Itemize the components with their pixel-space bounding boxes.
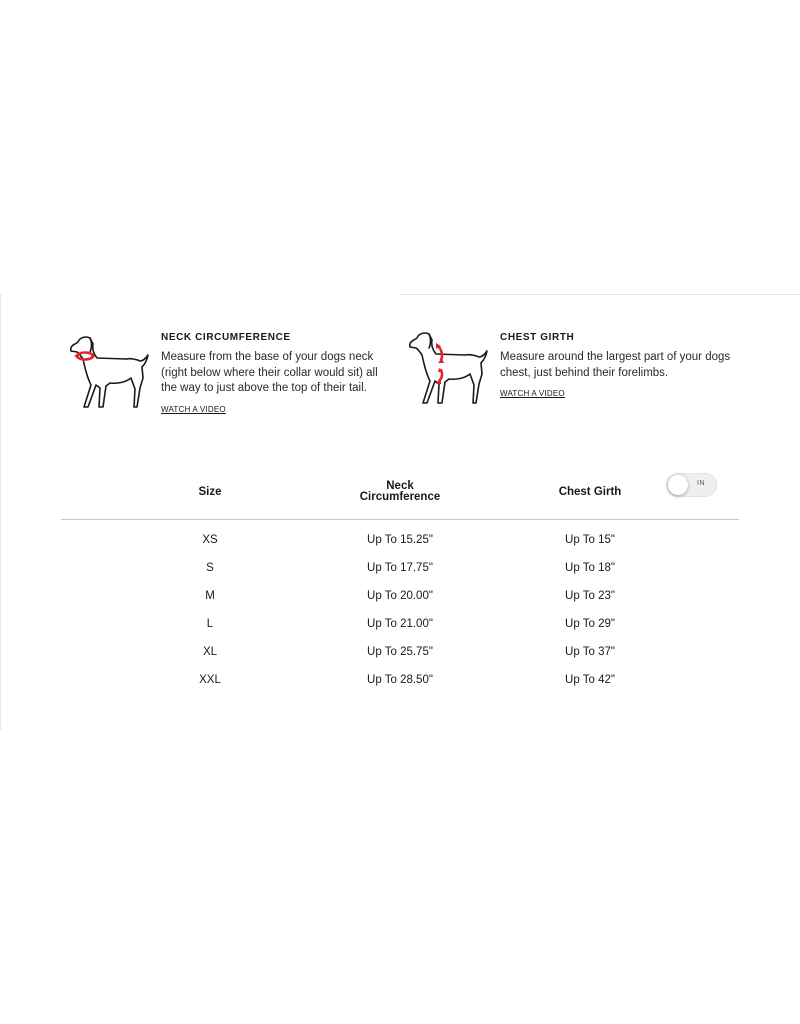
dog-neck-measure-icon bbox=[66, 330, 150, 410]
neck-measure-block bbox=[66, 330, 396, 420]
table-row bbox=[61, 583, 739, 611]
header-neck-line1: Neck bbox=[386, 480, 414, 492]
cell-neck: Up To 25.75" bbox=[367, 646, 433, 658]
cell-chest: Up To 29" bbox=[565, 618, 615, 630]
neck-circumference-description: Measure from the base of your dogs neck (right below where their collar would sit) all the way to just above the top of their tail. bbox=[161, 351, 378, 395]
header-chest-girth: Chest Girth bbox=[558, 486, 622, 498]
toggle-knob bbox=[668, 475, 688, 495]
table-row bbox=[61, 639, 739, 667]
table-body bbox=[61, 520, 739, 695]
header-neck-line2: Circumference bbox=[359, 491, 441, 503]
table-header bbox=[61, 470, 739, 520]
chest-girth-description: Measure around the largest part of your dogs chest, just behind their forelimbs. bbox=[500, 351, 731, 379]
cell-chest: Up To 15" bbox=[565, 534, 615, 546]
cell-size: XXL bbox=[199, 674, 221, 686]
table-row bbox=[61, 555, 739, 583]
neck-watch-video-link[interactable]: WATCH A VIDEO bbox=[161, 405, 226, 414]
cell-neck: Up To 20.00" bbox=[367, 590, 433, 602]
chest-measure-block bbox=[405, 326, 745, 416]
header-neck-circumference bbox=[350, 481, 450, 503]
table-row bbox=[61, 611, 739, 639]
chest-girth-title: CHEST GIRTH bbox=[500, 332, 575, 343]
size-chart-table bbox=[61, 470, 739, 695]
cell-chest: Up To 18" bbox=[565, 562, 615, 574]
unit-toggle[interactable] bbox=[666, 473, 717, 497]
unit-toggle-label: IN bbox=[697, 480, 705, 487]
cell-neck: Up To 17.75" bbox=[367, 562, 433, 574]
panel-divider-left bbox=[0, 294, 1, 730]
cell-chest: Up To 37" bbox=[565, 646, 615, 658]
cell-chest: Up To 23" bbox=[565, 590, 615, 602]
table-row bbox=[61, 667, 739, 695]
cell-neck: Up To 21.00" bbox=[367, 618, 433, 630]
header-size: Size bbox=[198, 486, 222, 498]
cell-neck: Up To 28.50" bbox=[367, 674, 433, 686]
table-row bbox=[61, 527, 739, 555]
neck-circumference-title: NECK CIRCUMFERENCE bbox=[161, 332, 291, 343]
panel-divider-top bbox=[400, 294, 800, 295]
dog-chest-measure-icon bbox=[405, 326, 489, 406]
cell-chest: Up To 42" bbox=[565, 674, 615, 686]
cell-size: S bbox=[206, 562, 214, 574]
cell-size: XS bbox=[202, 534, 218, 546]
cell-size: M bbox=[205, 590, 215, 602]
cell-size: XL bbox=[202, 646, 218, 658]
cell-size: L bbox=[206, 618, 214, 630]
cell-neck: Up To 15.25" bbox=[367, 534, 433, 546]
chest-watch-video-link[interactable]: WATCH A VIDEO bbox=[500, 389, 565, 398]
